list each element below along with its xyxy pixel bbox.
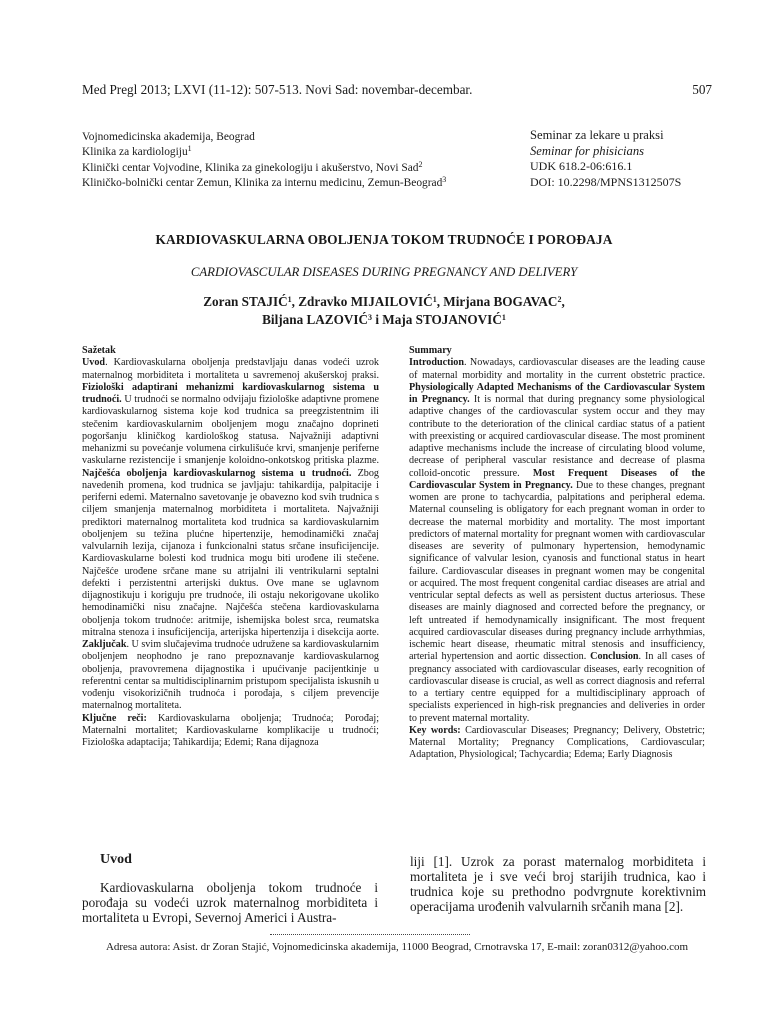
body-text-right: liji [1]. Uzrok za porast maternalog morbiditeta i mortaliteta je i sve veći broj starijih trudnica, kao i trudnica koje su prethodno podvrgnute korektivnim operacijama urođenih valvularnih srčanih mana [2]. xyxy=(410,854,706,914)
article-title-sr: KARDIOVASKULARNA OBOLJENJA TOKOM TRUDNOĆE I POROĐAJA xyxy=(155,232,613,247)
page-number: 507 xyxy=(692,82,712,97)
article-meta xyxy=(530,128,715,190)
abstract-english xyxy=(409,345,705,762)
abstract-keywords: Ključne reči: Kardiovaskularna oboljenja; Trudnoća; Porođaj; Maternalni mortalitet; Kardiovaskularne komplikacije u trudnoći; Fiziološka adaptacija; Tahikardija; Edemi; Rana dijagnoza xyxy=(82,712,380,748)
abstract-text: Introduction. Nowadays, cardiovascular diseases are the leading cause of maternal morbidity and mortality in the current obstetric practice. Physiologically Adapted Mechanisms of the Cardiovascular System in Pregnancy. It is normal that during pregnancy some physiological adaptive changes of the cardiovascular system occur and they may contribute to the deterioration of the clinical cardiac status of a patient with preexisting or acquired cardiovascular disease. The most prominent adaptive mechanisms include the increase of circulating blood volume, decrease of peripheral vascular resistance and decrease of plasma colloid-oncotic pressure. Most Frequent Diseases of the Cardiovascular System in Pregnancy. Due to these changes, pregnant women are prone to tachycardia, palpitations and peripheral edema. Maternal counseling is obligatory for each pregnant woman in order to decrease the maternal morbidity and mortality. The most important predictors of maternal mortality for pregnant women with cardiovascular diseases are severity of pulmonary hypertension, hemodynamic significance of valvular lesion, cyanosis and functional status in heart failure. Cardiovascular diseases in pregnant women may be congenital or acquired. The most frequent congenital cardiac diseases are atrial and ventricular septal defects as well as persistent ductus arteriosus. These diseases are mainly diagnosed and corrected before the pregnancy, or left untreated if hemodynamically insignificant. The most frequent acquired cardiovascular diseases during pregnancy include arrhythmias, ischemic heart disease, rheumatic mitral stenosis and insufficiency, arterial hypertension and aortic dissection. Conclusion. In all cases of pregnancy associated with cardiovascular diseases, early recognition of cardiovascular disease is crucial, as well as correct diagnosis and referral to a tertiary centre equipped for a multidisciplinary approach of specialists experienced in high-risk pregnancies and deliveries in order to prevent maternal mortality. xyxy=(409,357,706,724)
author-list xyxy=(80,293,688,329)
footnote-divider xyxy=(270,934,470,935)
section-heading: Uvod xyxy=(100,852,132,867)
affiliations xyxy=(82,130,522,192)
running-header xyxy=(82,82,712,98)
author-line: Biljana LAZOVIĆ$^3$ i Maja STOJANOVIĆ$^1$ xyxy=(262,312,506,327)
abstract-heading: Summary xyxy=(409,345,452,356)
article-title-en: CARDIOVASCULAR DISEASES DURING PREGNANCY AND DELIVERY xyxy=(190,265,578,279)
udk-code: UDK 618.2-06:616.1 xyxy=(530,159,633,174)
author-line: Zoran STAJIĆ$^1$, Zdravko MIJAILOVIĆ$^1$, Mirjana BOGAVAC$^2$, xyxy=(203,294,565,309)
author-address: Adresa autora: Asist. dr Zoran Stajić, Vojnomedicinska akademija, 11000 Beograd, Crnotravska 17, E-mail: zoran0312@yahoo.com xyxy=(105,941,689,953)
affiliation-line: Klinika za kardiologiju$^1$ xyxy=(82,144,192,159)
article-type-en: Seminar for phisicians xyxy=(530,143,645,158)
affiliation-line: Kliničko-bolnički centar Zemun, Klinika za internu medicinu, Zemun-Beograd$^3$ xyxy=(82,175,447,190)
doi: DOI: 10.2298/MPNS1312507S xyxy=(530,174,682,189)
article-type: Seminar za lekare u praksi xyxy=(530,128,664,142)
affiliation-line: Vojnomedicinska akademija, Beograd xyxy=(82,131,255,143)
body-text-left: Kardiovaskularna oboljenja tokom trudnoće i porođaja su vodeći uzrok maternalnog morbiditeta i mortaliteta u Evropi, Severnoj Americi i Austra- xyxy=(82,880,378,925)
journal-citation: Med Pregl 2013; LXVI (11-12): 507-513. Novi Sad: novembar-decembar. xyxy=(82,82,473,97)
abstract-heading: Sažetak xyxy=(82,345,116,356)
affiliation-line: Klinički centar Vojvodine, Klinika za ginekologiju i akušerstvo, Novi Sad$^2$ xyxy=(82,159,423,174)
abstract-serbian xyxy=(82,345,379,749)
abstract-text: Uvod. Kardiovaskularna oboljenja predstavljaju danas vodeći uzrok maternalnog morbiditeta i mortaliteta u savremenoj akušerskoj praksi. Fiziološki adaptirani mehanizmi kardiovaskularnog sistema u trudnoći. U trudnoći se normalno odvijaju fiziološke adaptivne promene kardiovaskularnog sistema koje kod trudnica sa preegzistentnim ili stečenim kardiovaskularnim oboljenjem mogu značajno doprineti pogoršanju kliničkog kardiološkog statusa. Najvažniji adaptivni mehanizmi su povećanje volumena cirkulišuće krvi, smanjenje periferne vaskularne rezistencije i smanjenje koloidno-onkotskog pritiska plazme. Najčešća oboljenja kardiovaskularnog sistema u trudnoći. Zbog navedenih promena, kod trudnica se javljaju: tahikardija, palpitacije i periferni edemi. Maternalno savetovanje je obavezno kod svih trudnica s ciljem smanjenja maternalnog morbiditeta i mortaliteta. Najvažniji prediktori maternalnog mortaliteta kod trudnica sa kardiovaskularnim oboljenjem su težina plućne hipertenzije, hemodinamički značaj valvularnih lezija, cijanoza i funkcionalni status srčane insuficijencije. Kardiovaskularne bolesti kod trudnica mogu biti urođene ili stečene. Najčešće urođene srčane mane su atrijalni ili ventrikularni septalni defekti i perzistentni arterijski duktus. Ove mane se uglavnom dijagnostikuju i koriguju pre trudnoće, ili ostaju nekorigovane ukoliko hemodinamički nisu značajne. Najčešća stečena kardiovaskularna oboljenja tokom trudnoće: aritmije, ishemijska bolest srca, reumatska mitralna stenoza i insuficijencija, arterijska hipertenzija i disekcija aorte. Zaključak. U svim slučajevima trudnoće udružene sa kardiovaskularnim oboljenjem neophodno je rano prepoznavanje kardiovaskularnog oboljenja, pravovremena dijagnostika i upućivanje pacijentkinje u referentni centar sa multidisciplinarnim pristupom specijalista iskusnih u vođenju visokorizičnih trudnoća i porođaja, s ciljem prevencije maternalnog mortaliteta. xyxy=(82,357,379,712)
abstract-keywords: Key words: Cardiovascular Diseases; Pregnancy; Delivery, Obstetric; Maternal Mortality; Pregnancy Complications, Cardiovascular; Adaptation, Physiological; Tachycardia; Edema; Early Diagnosis xyxy=(409,724,705,761)
